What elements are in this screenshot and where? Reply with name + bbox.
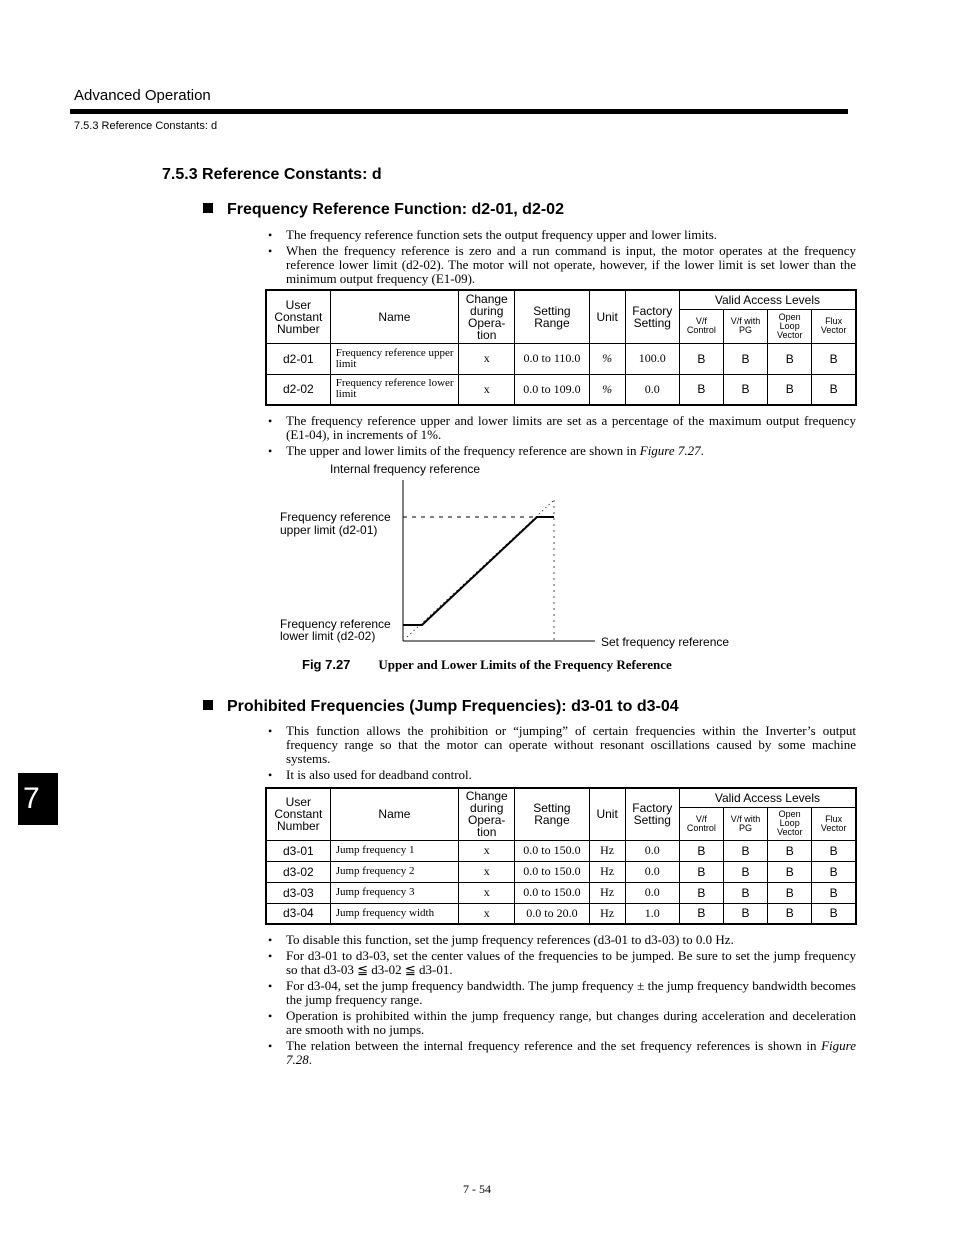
cell-change: x — [459, 374, 515, 405]
bullet-list-sub1-bottom — [266, 414, 856, 460]
cell-access: B — [768, 861, 812, 882]
running-header-title: Advanced Operation — [74, 87, 211, 104]
header-unit: Unit — [589, 290, 625, 343]
header-vfpg: V/f with PG — [723, 807, 767, 840]
header-valid-access: Valid Access Levels — [679, 290, 856, 309]
cell-access: B — [768, 840, 812, 861]
header-range: Setting Range — [515, 290, 589, 343]
cell-access: B — [723, 840, 767, 861]
table-row — [266, 903, 856, 924]
cell-range: 0.0 to 20.0 — [515, 903, 589, 924]
cell-access: B — [812, 882, 856, 903]
header-user-constant: User Constant Number — [266, 788, 330, 840]
cell-range: 0.0 to 150.0 — [515, 861, 589, 882]
page-number: 7 - 54 — [463, 1182, 491, 1196]
lower-limit-label-line1: Frequency reference — [280, 617, 391, 631]
cell-range: 0.0 to 150.0 — [515, 882, 589, 903]
cell-access: B — [768, 903, 812, 924]
figure-reference-link[interactable]: Figure 7.28 — [286, 1038, 856, 1067]
cell-factory: 100.0 — [625, 343, 679, 374]
cell-num: d3-02 — [266, 861, 330, 882]
cell-access: B — [679, 861, 723, 882]
cell-access: B — [723, 882, 767, 903]
constants-table-d2 — [265, 289, 857, 406]
lower-limit-label-line2: lower limit (d2-02) — [280, 629, 376, 643]
cell-access: B — [812, 861, 856, 882]
cell-access: B — [723, 374, 767, 405]
list-item: • This function allows the prohibition or “jumping” of certain frequencies within the Inverter’s output frequency range so that the motor can operate without resonant oscillations caused by some machine systems. — [266, 724, 856, 766]
cell-name: Jump frequency width — [330, 903, 458, 924]
list-item: • For d3-04, set the jump frequency bandwidth. The jump frequency ± the jump frequency bandwidth becomes the jump frequency range. — [266, 979, 856, 1007]
cell-change: x — [459, 903, 515, 924]
cell-num: d2-02 — [266, 374, 330, 405]
table-row — [266, 861, 856, 882]
cell-access: B — [723, 903, 767, 924]
cell-access: B — [679, 374, 723, 405]
upper-limit-label-line1: Frequency reference — [280, 510, 391, 524]
cell-num: d2-01 — [266, 343, 330, 374]
cell-num: d3-04 — [266, 903, 330, 924]
subsection-heading-jump-frequencies — [203, 698, 679, 716]
list-item-text-end: . — [700, 443, 704, 458]
cell-num: d3-03 — [266, 882, 330, 903]
cell-range: 0.0 to 109.0 — [515, 374, 589, 405]
cell-access: B — [768, 343, 812, 374]
header-factory: Factory Setting — [625, 290, 679, 343]
x-axis-label: Set frequency reference — [601, 635, 730, 649]
list-item-text-end: . — [308, 1052, 312, 1067]
cell-name: Jump frequency 1 — [330, 840, 458, 861]
cell-range: 0.0 to 150.0 — [515, 840, 589, 861]
cell-access: B — [768, 882, 812, 903]
header-factory: Factory Setting — [625, 788, 679, 840]
list-item: • The frequency reference function sets the output frequency upper and lower limits. — [266, 228, 856, 242]
list-item: • When the frequency reference is zero and a run command is input, the motor operates at the frequency reference lower limit (d2-02). The motor will not operate, however, if the lower limit is set lower than the minimum output frequency (E1-09). — [266, 244, 856, 286]
list-item: • It is also used for deadband control. — [266, 768, 856, 782]
header-name: Name — [330, 788, 458, 840]
bullet-list-sub1-top — [266, 228, 856, 288]
list-item-text: The upper and lower limits of the frequency reference are shown in — [286, 443, 640, 458]
chapter-tab: 7 — [18, 773, 58, 825]
cell-name: Frequency reference upper limit — [330, 343, 458, 374]
list-item — [266, 444, 856, 458]
header-unit: Unit — [589, 788, 625, 840]
list-item-text: The relation between the internal frequency reference and the set frequency references is shown in — [286, 1038, 822, 1053]
bullet-list-sub2-top — [266, 724, 856, 784]
cell-name: Frequency reference lower limit — [330, 374, 458, 405]
cell-change: x — [459, 343, 515, 374]
list-item: • To disable this function, set the jump frequency references (d3-01 to d3-03) to 0.0 Hz. — [266, 933, 856, 947]
table-row — [266, 374, 856, 405]
cell-access: B — [768, 374, 812, 405]
cell-factory: 0.0 — [625, 861, 679, 882]
cell-change: x — [459, 882, 515, 903]
figure-caption — [302, 657, 672, 673]
cell-access: B — [679, 840, 723, 861]
square-bullet-icon — [203, 700, 213, 710]
header-olv: Open Loop Vector — [768, 807, 812, 840]
cell-unit: % — [589, 374, 625, 405]
cell-access: B — [812, 840, 856, 861]
cell-unit: % — [589, 343, 625, 374]
header-valid-access: Valid Access Levels — [679, 788, 856, 807]
header-change: Change during Opera-tion — [459, 290, 515, 343]
header-user-constant: User Constant Number — [266, 290, 330, 343]
header-vf: V/f Control — [679, 309, 723, 343]
figure-frequency-limits — [270, 460, 750, 655]
table-row — [266, 343, 856, 374]
cell-access: B — [679, 903, 723, 924]
list-item: • For d3-01 to d3-03, set the center values of the frequencies to be jumped. Be sure to set the jump frequency so that d3-03 ≦ d3-02 ≦ d3-01. — [266, 949, 856, 977]
cell-name: Jump frequency 2 — [330, 861, 458, 882]
cell-access: B — [679, 343, 723, 374]
list-item: • Operation is prohibited within the jump frequency range, but changes during acceleration and deceleration are smooth with no jumps. — [266, 1009, 856, 1037]
header-name: Name — [330, 290, 458, 343]
cell-unit: Hz — [589, 840, 625, 861]
running-header-subtitle: 7.5.3 Reference Constants: d — [74, 120, 218, 132]
cell-access: B — [723, 343, 767, 374]
frequency-limit-curve — [403, 517, 554, 625]
header-rule — [70, 109, 848, 114]
cell-factory: 0.0 — [625, 374, 679, 405]
subsection-heading-text: Frequency Reference Function: d2-01, d2-02 — [227, 201, 564, 218]
cell-factory: 0.0 — [625, 882, 679, 903]
cell-num: d3-01 — [266, 840, 330, 861]
cell-access: B — [723, 861, 767, 882]
bullet-list-sub2-bottom — [266, 933, 856, 1069]
cell-unit: Hz — [589, 882, 625, 903]
list-item: • The frequency reference upper and lower limits are set as a percentage of the maximum output frequency (E1-04), in increments of 1%. — [266, 414, 856, 442]
cell-change: x — [459, 840, 515, 861]
figure-caption-label: Fig 7.27 — [302, 657, 351, 672]
cell-factory: 1.0 — [625, 903, 679, 924]
header-change: Change during Opera-tion — [459, 788, 515, 840]
cell-unit: Hz — [589, 903, 625, 924]
header-olv: Open Loop Vector — [768, 309, 812, 343]
cell-change: x — [459, 861, 515, 882]
square-bullet-icon — [203, 203, 213, 213]
cell-range: 0.0 to 110.0 — [515, 343, 589, 374]
cell-access: B — [679, 882, 723, 903]
list-item — [266, 1039, 856, 1067]
figure-reference-link[interactable]: Figure 7.27 — [639, 443, 701, 458]
subsection-heading-frequency-reference — [203, 201, 564, 219]
table-row — [266, 840, 856, 861]
y-axis-label: Internal frequency reference — [330, 462, 481, 476]
header-vfpg: V/f with PG — [723, 309, 767, 343]
cell-access: B — [812, 374, 856, 405]
section-title: 7.5.3 Reference Constants: d — [162, 166, 382, 183]
header-flux: Flux Vector — [812, 807, 856, 840]
table-row — [266, 882, 856, 903]
upper-limit-label-line2: upper limit (d2-01) — [280, 523, 378, 537]
header-flux: Flux Vector — [812, 309, 856, 343]
figure-caption-text: Upper and Lower Limits of the Frequency Reference — [378, 657, 672, 672]
cell-access: B — [812, 343, 856, 374]
header-vf: V/f Control — [679, 807, 723, 840]
header-range: Setting Range — [515, 788, 589, 840]
constants-table-d3 — [265, 787, 857, 925]
cell-name: Jump frequency 3 — [330, 882, 458, 903]
cell-unit: Hz — [589, 861, 625, 882]
subsection-heading-text: Prohibited Frequencies (Jump Frequencies): d3-01 to d3-04 — [227, 698, 679, 715]
cell-access: B — [812, 903, 856, 924]
cell-factory: 0.0 — [625, 840, 679, 861]
